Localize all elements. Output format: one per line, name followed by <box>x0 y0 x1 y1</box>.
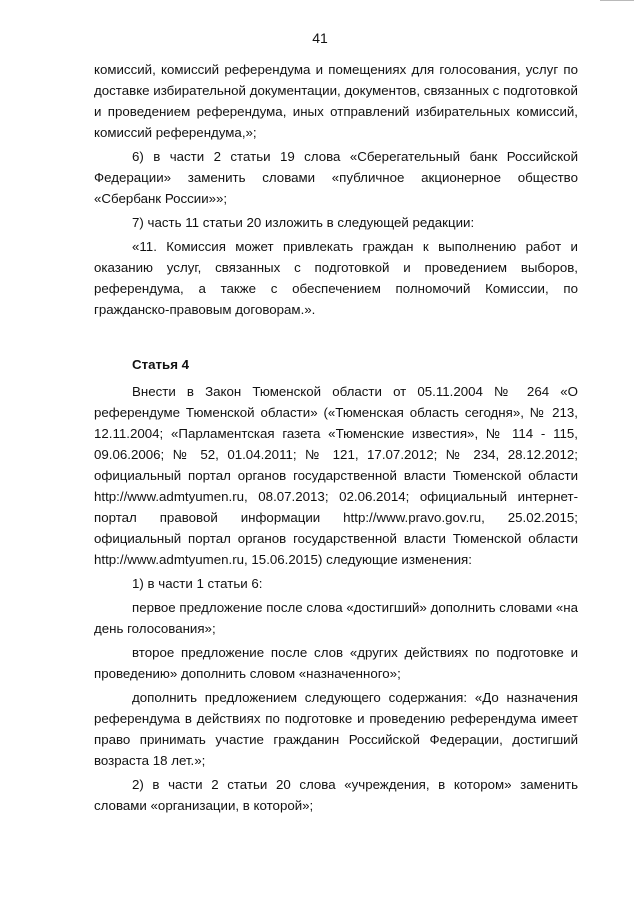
paragraph-amendment-intro: Внести в Закон Тюменской области от 05.11.2004 № 264 «О референдуме Тюменской области» («Тюменская область сегодня», № 213, 12.11.2004; «Парламентская газета «Тюменские известия», № 114 - 115, 09.06.2006; № 52, 01.04.2011; № 121, 17.07.2012; № 234, 28.12.2012; официальный портал органов государственной власти Тюменской области http://www.admtyumen.ru, 08.07.2013; 02.06.2014; официальный интернет-портал правовой информации http://www.pravo.gov.ru, 25.02.2015; официальный портал органов государственной власти Тюменской области http://www.admtyumen.ru, 15.06.2015) следующие изменения: <box>94 384 578 567</box>
paragraph-item-2: 2) в части 2 статьи 20 слова «учреждения, в котором» заменить словами «организации, в которой»; <box>94 777 578 813</box>
paragraph-first-sentence: первое предложение после слова «достигший» дополнить словами «на день голосования»; <box>94 600 578 636</box>
paragraph-item-7: 7) часть 11 статьи 20 изложить в следующей редакции: <box>132 215 475 230</box>
scan-edge-mark <box>600 0 634 3</box>
paragraph-add-sentence: дополнить предложением следующего содержания: «До назначения референдума в действиях по подготовке и проведению референдума имеет право принимать участие гражданин Российской Федерации, достигший возраста 18 лет.»; <box>94 690 578 768</box>
paragraph-quoted-part-11: «11. Комиссия может привлекать граждан к выполнению работ и оказанию услуг, связанных с подготовкой и проведением выборов, референдума, а также с обеспечением полномочий Комиссии, по гражданско-правовым договорам.». <box>94 239 578 317</box>
paragraph-item-6: 6) в части 2 статьи 19 слова «Сберегательный банк Российской Федерации» заменить словами «публичное акционерное общество «Сбербанк России»»; <box>94 149 578 206</box>
document-body <box>94 59 578 816</box>
paragraph-item-1: 1) в части 1 статьи 6: <box>132 576 263 591</box>
paragraph-second-sentence: второе предложение после слов «других действиях по подготовке и проведению» дополнить словом «назначенного»; <box>94 645 578 681</box>
paragraph-continuation: комиссий, комиссий референдума и помещениях для голосования, услуг по доставке избирательной документации, документов, связанных с подготовкой и проведением референдума, иных отправлений избирательных комиссий, комиссий референдума,»; <box>94 62 578 140</box>
article-heading: Статья 4 <box>132 357 190 372</box>
page-number: 41 <box>312 30 328 46</box>
